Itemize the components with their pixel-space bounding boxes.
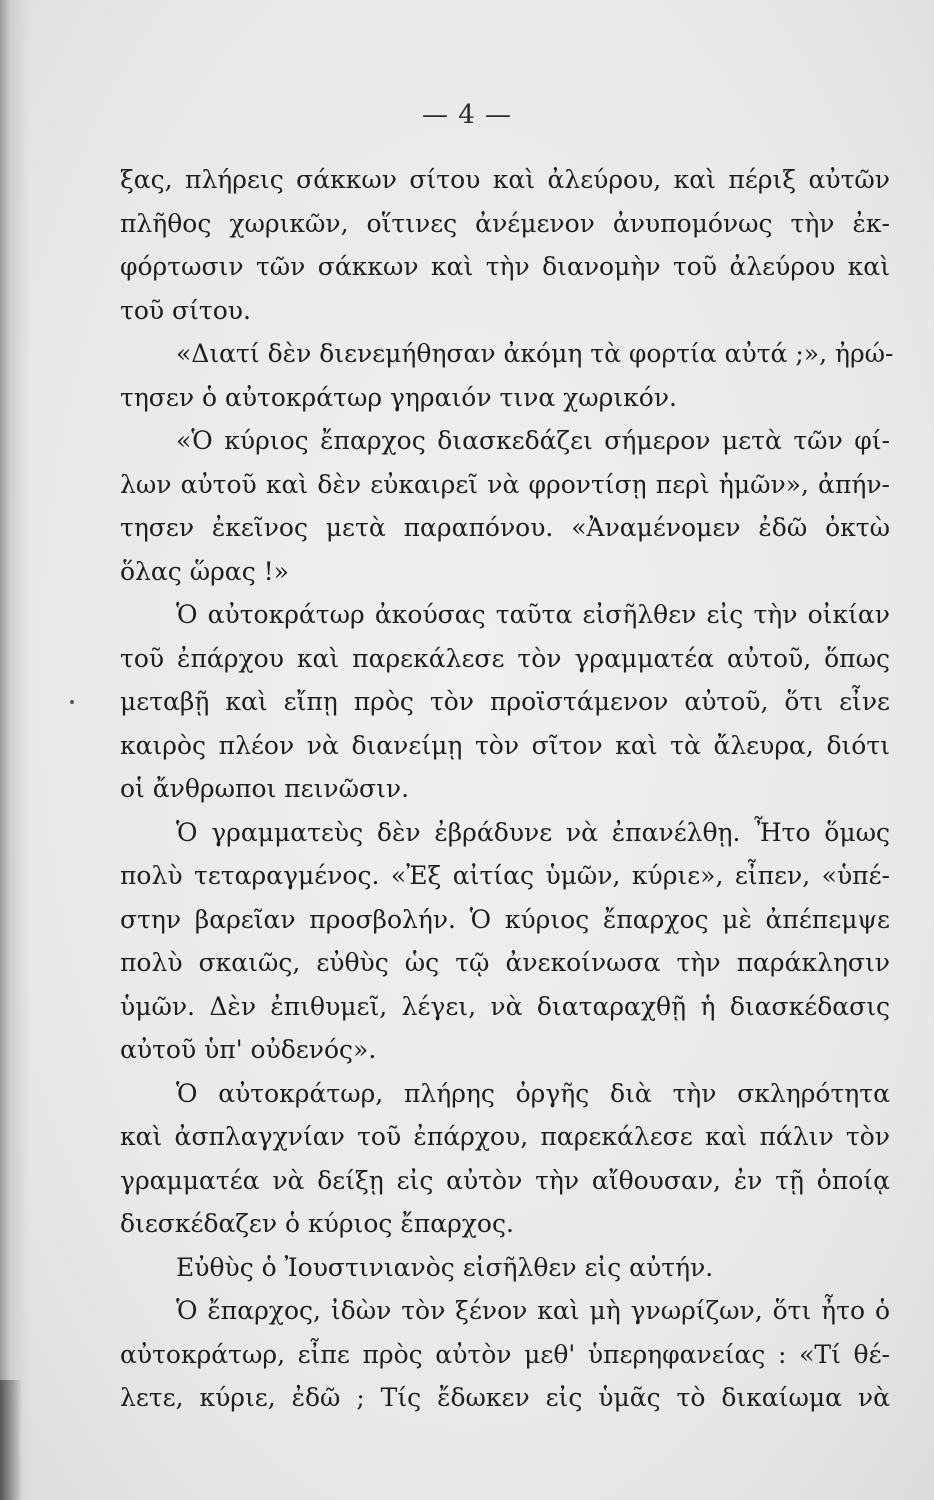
- text-line: τοῦ σίτου.: [120, 295, 251, 325]
- text-line: αὐτοκράτωρ, εἶπε πρὸς αὐτὸν μεθ' ὑπερηφανείας : «Τί θέ-: [120, 1339, 890, 1369]
- text-line: «Ὁ κύριος ἔπαρχος διασκεδάζει σήμερον μετὰ τῶν φί-: [176, 426, 890, 455]
- text-line: Εὐθὺς ὁ Ἰουστινιανὸς εἰσῆλθεν εἰς αὐτήν.: [176, 1252, 714, 1282]
- text-line: στην βαρεῖαν προσβολήν. Ὁ κύριος ἔπαρχος μὲ ἀπέπεμψε: [120, 904, 890, 934]
- paragraph: [120, 593, 890, 811]
- page-edge-shadow: [0, 0, 30, 1500]
- text-line: τησεν ὁ αὐτοκράτωρ γηραιόν τινα χωρικόν.: [120, 382, 678, 412]
- text-line: οἱ ἄνθρωποι πεινῶσιν.: [120, 774, 410, 803]
- text-line: διεσκέδαζεν ὁ κύριος ἔπαρχος.: [120, 1209, 514, 1238]
- paragraph: [120, 1072, 890, 1246]
- body-text: [120, 158, 894, 1420]
- text-line: πολὺ τεταραγμένος. «Ἐξ αἰτίας ὑμῶν, κύριε», εἶπεν, «ὑπέ-: [120, 861, 890, 890]
- ink-speck: [70, 700, 74, 704]
- text-line: τησεν ἐκεῖνος μετὰ παραπόνου. «Ἀναμένομεν ἐδῶ ὀκτὼ: [120, 513, 890, 542]
- text-line: «Διατί δὲν διενεμήθησαν ἀκόμη τὰ φορτία αὐτά ;», ἠρώ-: [176, 339, 894, 368]
- text-line: τοῦ ἐπάρχου καὶ παρεκάλεσε τὸν γραμματέα αὐτοῦ, ὅπως: [120, 643, 890, 673]
- text-line: ὑμῶν. Δὲν ἐπιθυμεῖ, λέγει, νὰ διαταραχθῇ ἡ διασκέδασις: [120, 991, 890, 1021]
- text-line: λετε, κύριε, ἐδῶ ; Τίς ἔδωκεν εἰς ὑμᾶς τὸ δικαίωμα νὰ: [120, 1383, 890, 1412]
- paragraph: [120, 811, 890, 1072]
- text-line: ὅλας ὥρας !»: [120, 556, 289, 586]
- paragraph: [120, 332, 894, 419]
- text-line: γραμματέα νὰ δείξῃ εἰς αὐτὸν τὴν αἴθουσαν, ἐν τῇ ὁποίᾳ: [120, 1165, 890, 1195]
- text-line: ξας, πλήρεις σάκκων σίτου καὶ ἀλεύρου, καὶ πέριξ αὐτῶν: [120, 165, 890, 194]
- text-line: αὐτοῦ ὑπ' οὐδενός».: [120, 1035, 377, 1064]
- text-line: πολὺ σκαιῶς, εὐθὺς ὡς τῷ ἀνεκοίνωσα τὴν παράκλησιν: [120, 948, 890, 977]
- text-line: καὶ ἀσπλαγχνίαν τοῦ ἐπάρχου, παρεκάλεσε καὶ πάλιν τὸν: [120, 1122, 890, 1151]
- paragraph: [120, 1246, 890, 1290]
- page-number: — 4 —: [421, 100, 513, 130]
- text-line: Ὁ αὐτοκράτωρ, πλήρης ὀργῆς διὰ τὴν σκληρότητα: [176, 1078, 890, 1108]
- paragraph: [120, 158, 890, 332]
- text-line: Ὁ γραμματεὺς δὲν ἐβράδυνε νὰ ἐπανέλθῃ. Ἦτο ὅμως: [176, 817, 890, 847]
- paragraph: [120, 419, 890, 593]
- page-edge-binding: [0, 1380, 22, 1500]
- text-line: λων αὐτοῦ καὶ δὲν εὐκαιρεῖ νὰ φροντίσῃ περὶ ἡμῶν», ἀπήν-: [120, 469, 890, 499]
- text-line: φόρτωσιν τῶν σάκκων καὶ τὴν διανομὴν τοῦ ἀλεύρου καὶ: [120, 252, 890, 281]
- text-line: Ὁ αὐτοκράτωρ ἀκούσας ταῦτα εἰσῆλθεν εἰς τὴν οἰκίαν: [176, 600, 890, 629]
- paragraph: [120, 1289, 890, 1420]
- text-line: καιρὸς πλέον νὰ διανείμῃ τὸν σῖτον καὶ τὰ ἄλευρα, διότι: [120, 730, 890, 760]
- text-line: μεταβῇ καὶ εἴπῃ πρὸς τὸν προϊστάμενον αὐτοῦ, ὅτι εἶνε: [120, 687, 890, 716]
- text-line: Ὁ ἔπαρχος, ἰδὼν τὸν ξένον καὶ μὴ γνωρίζων, ὅτι ἦτο ὁ: [176, 1296, 890, 1325]
- text-line: πλῆθος χωρικῶν, οἵτινες ἀνέμενον ἀνυπομόνως τὴν ἐκ-: [120, 208, 890, 238]
